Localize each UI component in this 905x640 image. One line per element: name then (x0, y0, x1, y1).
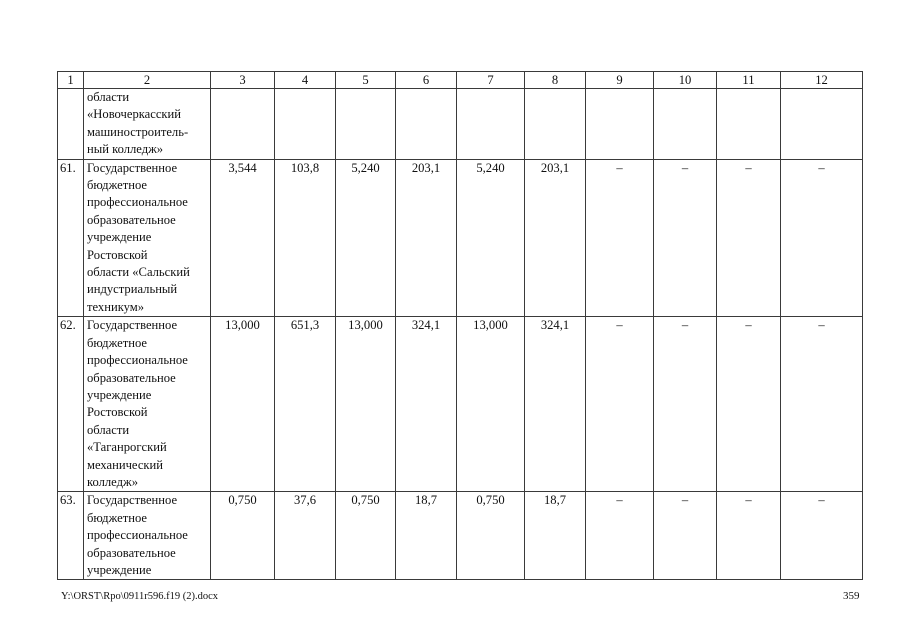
column-header-8: 8 (525, 72, 586, 89)
column-header-11: 11 (717, 72, 781, 89)
value-cell-col-6: 324,1 (396, 317, 457, 492)
value-cell-col-10 (654, 89, 717, 160)
value-cell-col-7: 0,750 (457, 492, 525, 580)
value-cell-col-9: – (586, 317, 654, 492)
page-number: 359 (843, 590, 860, 602)
value-cell-col-3 (211, 89, 275, 160)
column-header-3: 3 (211, 72, 275, 89)
institution-name-line: машиностроитель- (87, 124, 189, 139)
institution-name-line: области «Сальский (87, 265, 190, 280)
column-header-1: 1 (58, 72, 84, 89)
column-header-12: 12 (781, 72, 863, 89)
value-cell-col-12: – (781, 159, 863, 317)
value-cell-col-6: 203,1 (396, 159, 457, 317)
value-cell-col-5: 5,240 (336, 159, 396, 317)
value-cell-col-5: 0,750 (336, 492, 396, 580)
institution-name-line: образовательное (87, 545, 176, 560)
column-header-4: 4 (275, 72, 336, 89)
row-number: 61. (58, 159, 84, 317)
column-header-6: 6 (396, 72, 457, 89)
value-cell-col-10: – (654, 317, 717, 492)
value-cell-col-9: – (586, 159, 654, 317)
institution-name (84, 492, 211, 580)
table-row (58, 159, 863, 317)
institution-name-line: профессиональное (87, 528, 188, 543)
institution-name-line: учреждение (87, 230, 152, 245)
institution-name-line: области (87, 90, 130, 104)
value-cell-col-8: 203,1 (525, 159, 586, 317)
institution-name-line: ный колледж» (87, 142, 164, 157)
value-cell-col-6 (396, 89, 457, 160)
institution-name-line: колледж» (87, 474, 139, 489)
value-cell-col-11: – (717, 317, 781, 492)
value-cell-col-12 (781, 89, 863, 160)
value-cell-col-8: 18,7 (525, 492, 586, 580)
footer-file-path: Y:\ORST\Rpo\0911r596.f19 (2).docx (61, 591, 219, 602)
institution-name-line: Ростовской (87, 405, 148, 420)
institution-name-line: механический (87, 457, 164, 472)
column-header-5: 5 (336, 72, 396, 89)
value-cell-col-11: – (717, 159, 781, 317)
row-number (58, 89, 84, 160)
value-cell-col-4: 37,6 (275, 492, 336, 580)
institution-name (84, 159, 211, 317)
value-cell-col-3: 0,750 (211, 492, 275, 580)
institution-name-line: Государственное (87, 493, 178, 508)
column-header-2: 2 (84, 72, 211, 89)
institution-name-line: техникум» (87, 299, 145, 314)
institution-name-line: «Таганрогский (87, 440, 167, 455)
column-header-7: 7 (457, 72, 525, 89)
table-body (58, 72, 863, 580)
institution-name-line: области (87, 422, 130, 437)
institution-name-line: Ростовской (87, 247, 148, 262)
value-cell-col-7 (457, 89, 525, 160)
institution-name-line: индустриальный (87, 282, 178, 297)
institution-name-line: Государственное (87, 318, 178, 333)
value-cell-col-5 (336, 89, 396, 160)
value-cell-col-8 (525, 89, 586, 160)
value-cell-col-4: 651,3 (275, 317, 336, 492)
row-number: 63. (58, 492, 84, 580)
column-header-10: 10 (654, 72, 717, 89)
table-row (58, 317, 863, 492)
institution-name (84, 89, 211, 160)
institution-name-line: образовательное (87, 212, 176, 227)
institution-name-line: «Новочеркасский (87, 107, 182, 122)
value-cell-col-7: 13,000 (457, 317, 525, 492)
data-table (57, 71, 863, 580)
table-row (58, 89, 863, 160)
institution-name-line: образовательное (87, 370, 176, 385)
table-header-row (58, 72, 863, 89)
value-cell-col-4 (275, 89, 336, 160)
table-row (58, 492, 863, 580)
value-cell-col-10: – (654, 159, 717, 317)
institution-name-line: бюджетное (87, 178, 147, 193)
institution-name (84, 317, 211, 492)
institution-name-line: бюджетное (87, 335, 147, 350)
value-cell-col-10: – (654, 492, 717, 580)
institution-name-line: учреждение (87, 562, 152, 577)
value-cell-col-11 (717, 89, 781, 160)
institution-name-line: учреждение (87, 387, 152, 402)
institution-name-line: профессиональное (87, 195, 188, 210)
institution-name-line: Государственное (87, 160, 178, 175)
value-cell-col-11: – (717, 492, 781, 580)
value-cell-col-12: – (781, 317, 863, 492)
column-header-9: 9 (586, 72, 654, 89)
value-cell-col-3: 13,000 (211, 317, 275, 492)
value-cell-col-5: 13,000 (336, 317, 396, 492)
value-cell-col-9 (586, 89, 654, 160)
value-cell-col-12: – (781, 492, 863, 580)
institution-name-line: профессиональное (87, 353, 188, 368)
value-cell-col-8: 324,1 (525, 317, 586, 492)
value-cell-col-3: 3,544 (211, 159, 275, 317)
value-cell-col-4: 103,8 (275, 159, 336, 317)
row-number: 62. (58, 317, 84, 492)
value-cell-col-7: 5,240 (457, 159, 525, 317)
value-cell-col-6: 18,7 (396, 492, 457, 580)
institution-name-line: бюджетное (87, 510, 147, 525)
value-cell-col-9: – (586, 492, 654, 580)
